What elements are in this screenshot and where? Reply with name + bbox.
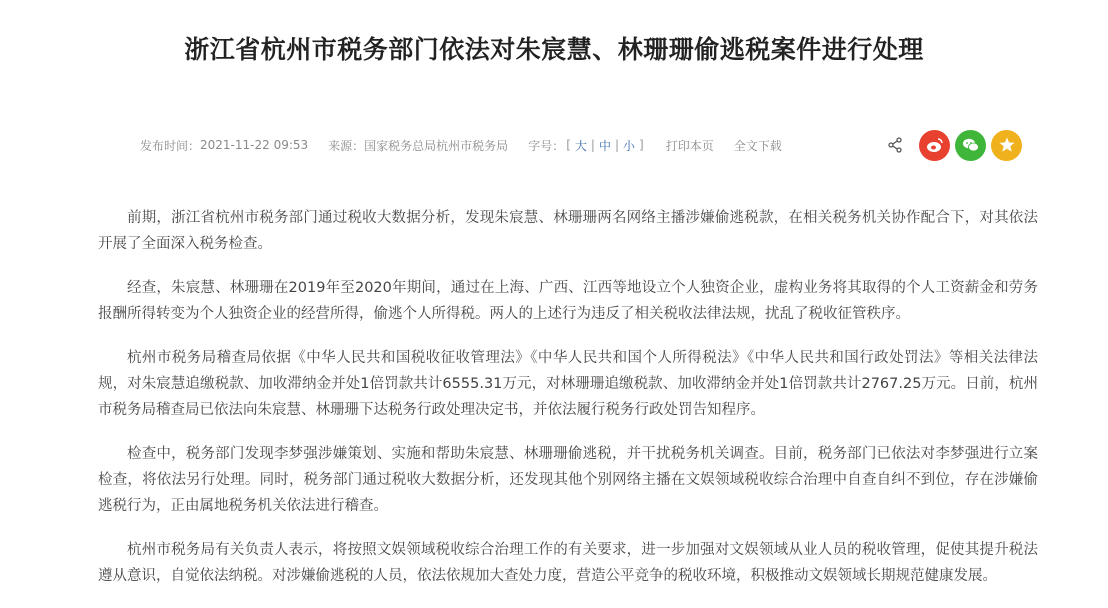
font-size-large-button[interactable]: 大: [574, 138, 587, 153]
print-link[interactable]: 打印本页: [665, 138, 714, 153]
share-icon[interactable]: [884, 134, 906, 156]
font-size-small-button[interactable]: 小: [623, 138, 636, 153]
favorite-icon[interactable]: [991, 130, 1022, 161]
weibo-icon[interactable]: [919, 130, 950, 161]
publish-time: 2021-11-22 09:53: [200, 138, 309, 152]
article-meta: [140, 135, 840, 155]
source: 国家税务总局杭州市税务局: [364, 138, 509, 153]
publish-label: 发布时间：: [140, 138, 201, 153]
share-bar: [884, 128, 1022, 162]
bracket-close: ]: [639, 138, 644, 152]
article-body: [98, 205, 1038, 607]
paragraph: 检查中，税务部门发现李梦强涉嫌策划、实施和帮助朱宸慧、林珊珊偷逃税，并干扰税务机关调查。目前，税务部门已依法对李梦强进行立案检查，将依法另行处理。同时，税务部门通过税收大数据分析，还发现其他个别网络主播在文娱领域税收综合治理中自查自纠不到位，存在涉嫌偷逃税行为，正由属地税务机关依法进行稽查。: [98, 446, 1038, 514]
source-label: 来源：: [328, 138, 365, 153]
bracket-open: [: [566, 138, 571, 152]
separator: |: [614, 138, 620, 152]
separator: |: [590, 138, 595, 152]
font-size-medium-button[interactable]: 中: [598, 138, 611, 153]
font-size-label: 字号：: [528, 138, 565, 153]
download-link[interactable]: 全文下载: [733, 138, 782, 153]
paragraph: 经查，朱宸慧、林珊珊在2019年至2020年期间，通过在上海、广西、江西等地设立个人独资企业，虚构业务将其取得的个人工资薪金和劳务报酬所得转变为个人独资企业的经营所得，偷逃个人所得税。两人的上述行为违反了相关税收法律法规，扰乱了税收征管秩序。: [98, 280, 1038, 322]
wechat-icon[interactable]: [955, 130, 986, 161]
paragraph: 杭州市税务局有关负责人表示，将按照文娱领域税收综合治理工作的有关要求，进一步加强对文娱领域从业人员的税收管理，促使其提升税法遵从意识，自觉依法纳税。对涉嫌偷逃税的人员，依法依规加大查处力度，营造公平竞争的税收环境，积极推动文娱领域长期规范健康发展。: [98, 542, 1038, 584]
paragraph: 杭州市税务局稽查局依据《中华人民共和国税收征收管理法》《中华人民共和国个人所得税法》《中华人民共和国行政处罚法》等相关法律法规，对朱宸慧追缴税款、加收滞纳金并处1倍罚款共计6555.31万元，对林珊珊追缴税款、加收滞纳金并处1倍罚款共计2767.25万元。日前，杭州市税务局稽查局已依法向朱宸慧、林珊珊下达税务行政处理决定书，并依法履行税务行政处罚告知程序。: [98, 350, 1038, 418]
article-title: 浙江省杭州市税务部门依法对朱宸慧、林珊珊偷逃税案件进行处理: [184, 35, 924, 64]
paragraph: 前期，浙江省杭州市税务部门通过税收大数据分析，发现朱宸慧、林珊珊两名网络主播涉嫌偷逃税款，在相关税务机关协作配合下，对其依法开展了全面深入税务检查。: [98, 210, 1038, 252]
